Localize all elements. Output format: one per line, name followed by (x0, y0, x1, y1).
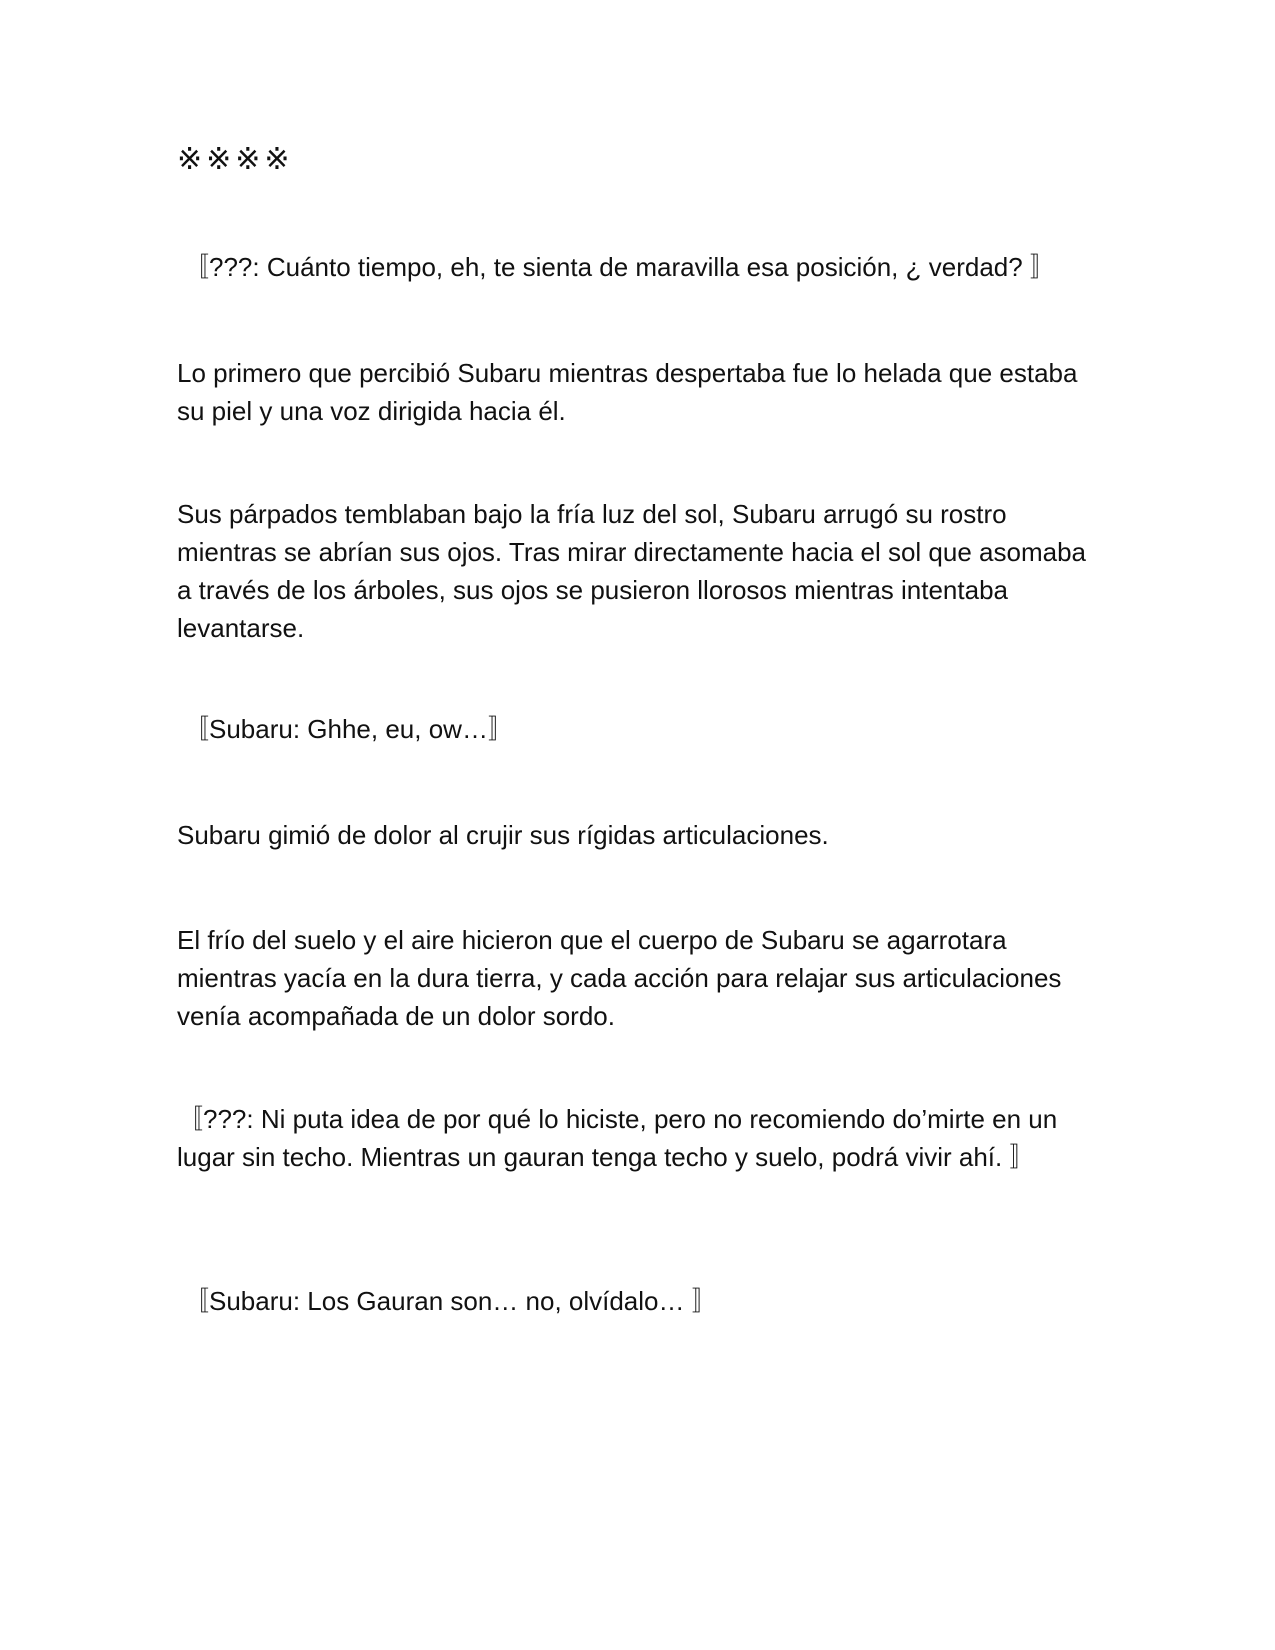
dialogue-line: 〚???: Cuánto tiempo, eh, te sienta de maravilla esa posición, ¿ verdad? 〛 (183, 252, 1056, 282)
narration-paragraph: El frío del suelo y el aire hicieron que el cuerpo de Subaru se agarrotara mientras yacía en la dura tierra, y cada acción para relajar sus articulaciones venía acompañada de un dolor sordo. (177, 925, 1062, 1031)
narration-paragraph: Subaru gimió de dolor al crujir sus rígidas articulaciones. (177, 820, 829, 850)
narration-paragraph: Sus párpados temblaban bajo la fría luz del sol, Subaru arrugó su rostro mientras se abrían sus ojos. Tras mirar directamente hacia el sol que asomaba a través de los árboles, sus ojos se pusieron llorosos mientras intentaba levantarse. (177, 499, 1086, 643)
dialogue-line: 〚Subaru: Los Gauran son… no, olvídalo… 〛 (183, 1286, 718, 1316)
narration-paragraph: Lo primero que percibió Subaru mientras despertaba fue lo helada que estaba su piel y una voz dirigida hacia él. (177, 358, 1078, 426)
dialogue-line: 〚Subaru: Ghhe, eu, ow…〛 (183, 714, 514, 744)
scene-separator: ※※※※ (177, 143, 294, 176)
dialogue-line: 〚???: Ni puta idea de por qué lo hiciste, pero no recomiendo do’mirte en un lugar sin techo. Mientras un gauran tenga techo y suelo, podrá vivir ahí. 〛 (177, 1104, 1058, 1172)
